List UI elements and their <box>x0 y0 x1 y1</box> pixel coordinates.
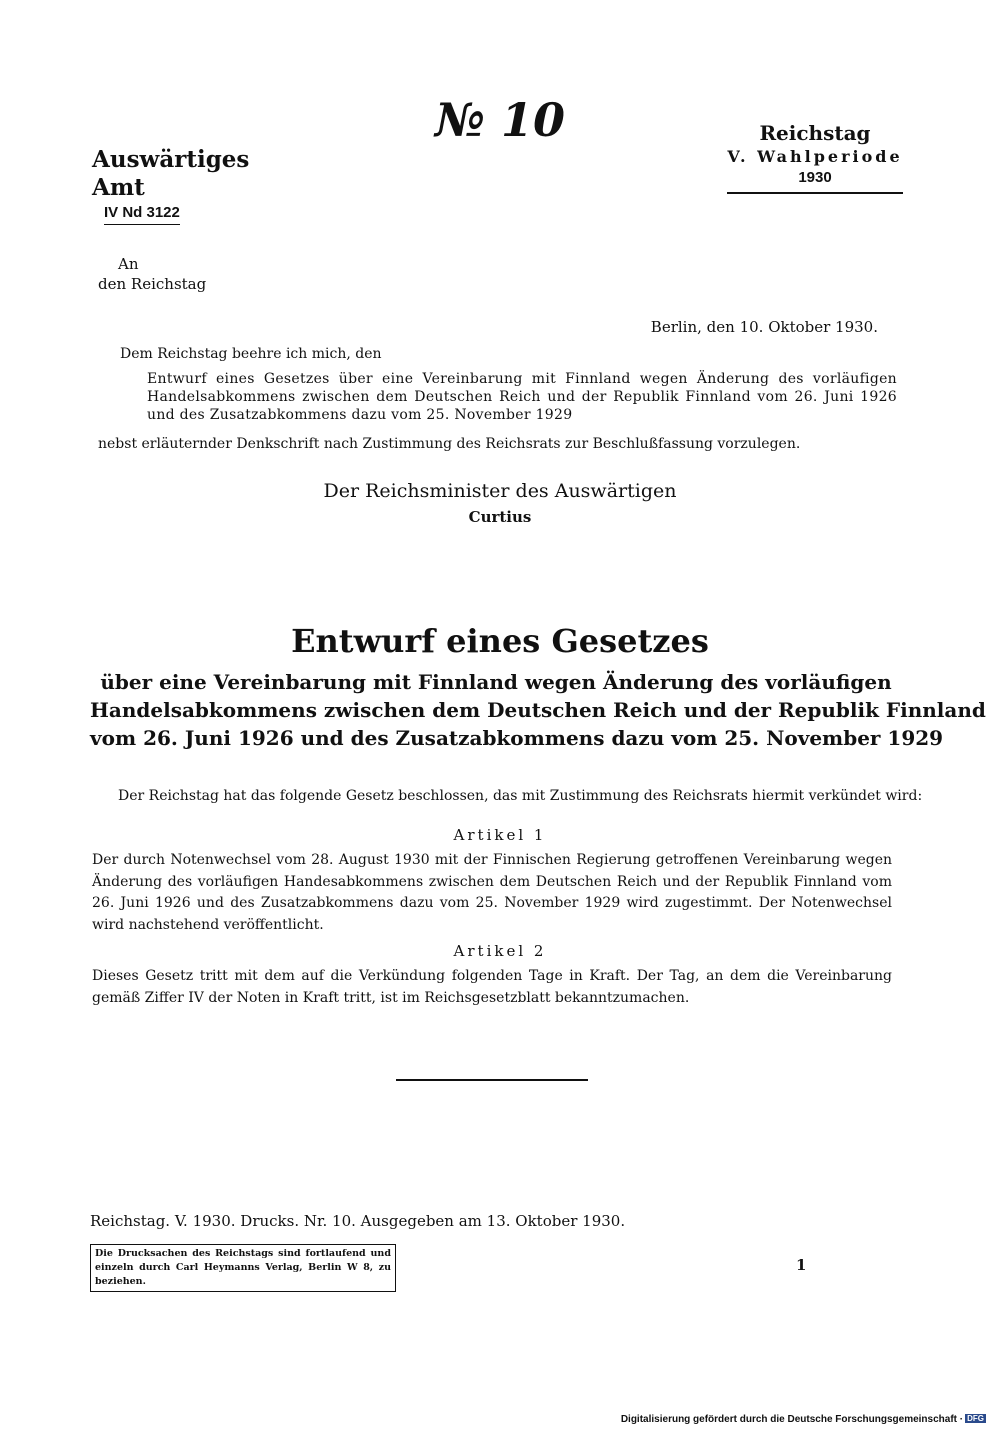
page-number: 1 <box>796 1256 807 1274</box>
recipient-line-1: An <box>118 255 139 273</box>
law-subtitle-line-1: über eine Vereinbarung mit Finnland wegen Änderung des vorläufigen <box>100 670 892 694</box>
law-subtitle <box>90 668 986 752</box>
parliament-period: V. Wahlperiode <box>727 147 903 166</box>
law-subtitle-line-2: Handelsabkommens zwischen dem Deutschen Reich und der Republik Finnland <box>90 698 986 722</box>
publisher-note: Die Drucksachen des Reichstags sind fortlaufend und einzeln durch Carl Heymanns Verlag, Berlin W 8, zu beziehen. <box>90 1244 396 1292</box>
article-1-text: Der durch Notenwechsel vom 28. August 1930 mit der Finnischen Regierung getroffenen Vereinbarung wegen Änderung des vorläufigen Handesabkommens zwischen dem Deutschen Reich und der Republik Finnland vom 26. Juni 1926 und des Zusatzabkommens dazu vom 25. November 1929 wird zugestimmt. Der Notenwechsel wird nachstehend veröffentlicht. <box>92 852 892 933</box>
article-2-heading: Artikel 2 <box>453 942 547 960</box>
recipient-line-2: den Reichstag <box>98 275 207 293</box>
office-name: Auswärtiges Amt <box>92 146 250 201</box>
date-line: Berlin, den 10. Oktober 1930. <box>650 318 878 336</box>
letter-intro: Dem Reichstag beehre ich mich, den <box>120 346 382 362</box>
minister-signature: Curtius <box>468 508 532 526</box>
letter-enclosure: nebst erläuternder Denkschrift nach Zustimmung des Reichsrats zur Beschlußfassung vorzulegen. <box>98 436 801 452</box>
end-rule <box>396 1079 588 1081</box>
document-number: № 10 <box>434 93 566 147</box>
law-title: Entwurf eines Gesetzes <box>291 622 709 660</box>
print-line: Reichstag. V. 1930. Drucks. Nr. 10. Ausgegeben am 13. Oktober 1930. <box>90 1212 626 1230</box>
recipient <box>98 254 206 294</box>
law-subtitle-line-3: vom 26. Juni 1926 und des Zusatzabkommens dazu vom 25. November 1929 <box>90 726 944 750</box>
parliament-year: 1930 <box>798 169 832 186</box>
parliament-title: Reichstag <box>759 121 871 145</box>
bill-description: Entwurf eines Gesetzes über eine Vereinbarung mit Finnland wegen Änderung des vorläufigen Handelsabkommens zwischen dem Deutschen Reich und der Republik Finnland vom 26. Juni 1926 und des Zusatzabkommens dazu vom 25. November 1929 <box>147 371 897 423</box>
article-2-text: Dieses Gesetz tritt mit dem auf die Verkündung folgenden Tage in Kraft. Der Tag, an dem die Vereinbarung gemäß Ziffer IV der Noten in Kraft tritt, ist im Reichsgesetzblatt bekanntzumachen. <box>92 968 892 1006</box>
minister-title: Der Reichsminister des Auswärtigen <box>323 480 677 502</box>
enactment-clause: Der Reichstag hat das folgende Gesetz beschlossen, das mit Zustimmung des Reichsrats hiermit verkündet wird: <box>118 788 923 804</box>
parliament-rule <box>727 192 903 194</box>
credit-text: Digitalisierung gefördert durch die Deutsche Forschungsgemeinschaft · <box>620 1414 964 1425</box>
issuing-office <box>92 146 302 225</box>
parliament-block <box>722 120 908 194</box>
office-reference: IV Nd 3122 <box>104 203 180 225</box>
article-1-heading: Artikel 1 <box>453 826 547 844</box>
dfg-logo-icon: DFG <box>967 1414 984 1423</box>
digitization-credit <box>560 1414 986 1425</box>
